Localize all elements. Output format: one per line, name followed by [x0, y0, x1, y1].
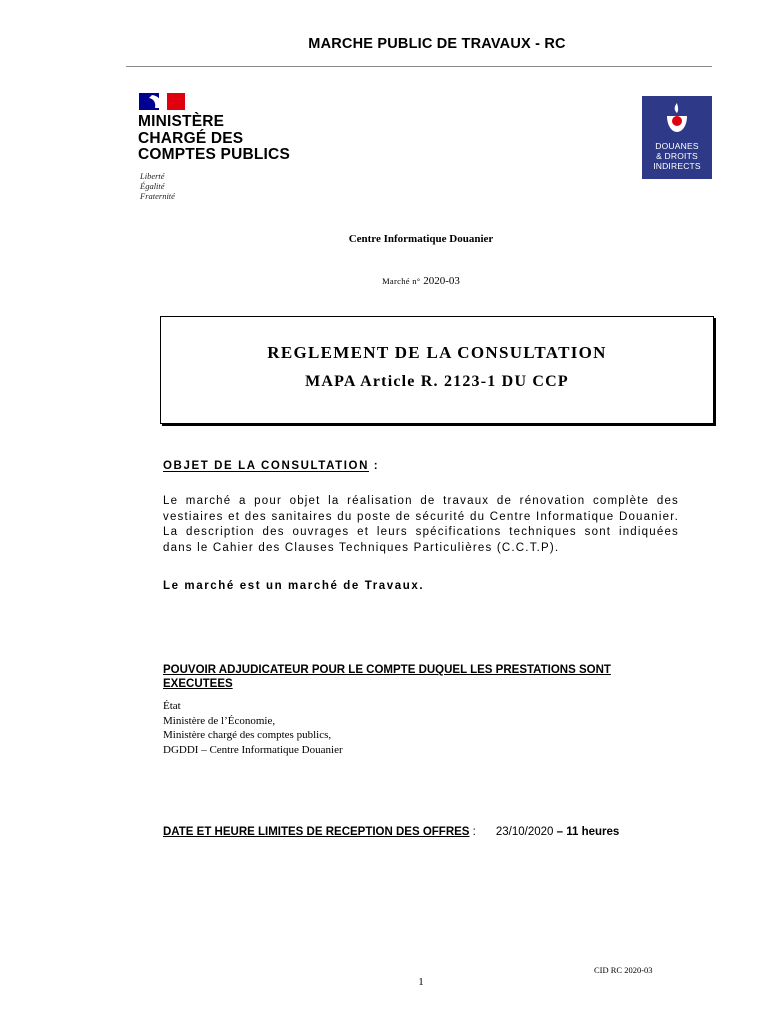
deadline-heading: DATE ET HEURE LIMITES DE RECEPTION DES OFFRES: [163, 826, 470, 838]
douanes-line: & DROITS: [656, 151, 698, 161]
footer-reference: CID RC 2020-03: [594, 965, 653, 975]
marche-type-statement: Le marché est un marché de Travaux.: [163, 580, 425, 592]
marche-number: [0, 275, 770, 287]
douanes-line: INDIRECTS: [653, 161, 701, 171]
objet-heading-text: OBJET DE LA CONSULTATION: [163, 460, 369, 472]
title-box: [160, 316, 714, 424]
ministry-line: CHARGÉ DES: [138, 129, 244, 147]
deadline-separator: :: [469, 826, 476, 838]
pouvoir-adjudicateur: [163, 699, 343, 757]
issuing-centre: Centre Informatique Douanier: [348, 233, 494, 245]
page-number: 1: [418, 976, 424, 988]
document-title: REGLEMENT DE LA CONSULTATION: [267, 343, 607, 362]
douanes-logo: [642, 96, 712, 179]
header-divider: [126, 66, 712, 67]
pouvoir-line: État: [163, 700, 181, 712]
objet-heading: [163, 460, 379, 472]
deadline-time: – 11 heures: [556, 826, 620, 838]
pouvoir-heading: [163, 663, 683, 691]
pouvoir-line: Ministère chargé des comptes publics,: [163, 729, 332, 741]
motto-line: Liberté: [140, 171, 165, 181]
motto-line: Fraternité: [140, 191, 175, 201]
marche-number-value: 2020-03: [423, 275, 460, 287]
deadline-date: 23/10/2020: [495, 826, 554, 838]
marche-prefix: Marché n°: [382, 276, 421, 286]
objet-paragraph: Le marché a pour objet la réalisation de travaux de rénovation complète des vestiaires et des sanitaires du poste de sécurité du Centre Informatique Douanier. La description des ouvrages et leurs spécifications techniques sont indiquées dans le Cahier des Clauses Techniques Particulières (C.C.T.P).: [163, 495, 679, 554]
objet-heading-suffix: :: [369, 460, 380, 472]
document-subtitle: MAPA Article R. 2123-1 DU CCP: [305, 373, 569, 390]
ministry-line: MINISTÈRE: [138, 113, 225, 130]
ministry-line: COMPTES PUBLICS: [138, 146, 290, 163]
marianne-flag-icon: [139, 93, 185, 110]
deadline-row: [163, 826, 619, 838]
pouvoir-line: DGDDI – Centre Informatique Douanier: [163, 743, 343, 756]
pouvoir-heading-text: POUVOIR ADJUDICATEUR POUR LE COMPTE DUQUEL LES PRESTATIONS SONT EXECUTEES: [163, 664, 611, 690]
douanes-line: DOUANES: [655, 141, 699, 151]
ministry-name: [138, 114, 290, 164]
motto-line: Égalité: [140, 181, 165, 191]
republic-motto: [140, 171, 175, 201]
pouvoir-line: Ministère de l’Économie,: [163, 714, 276, 727]
header-title: MARCHE PUBLIC DE TRAVAUX - RC: [308, 36, 566, 52]
flame-emblem-icon: [664, 102, 690, 136]
